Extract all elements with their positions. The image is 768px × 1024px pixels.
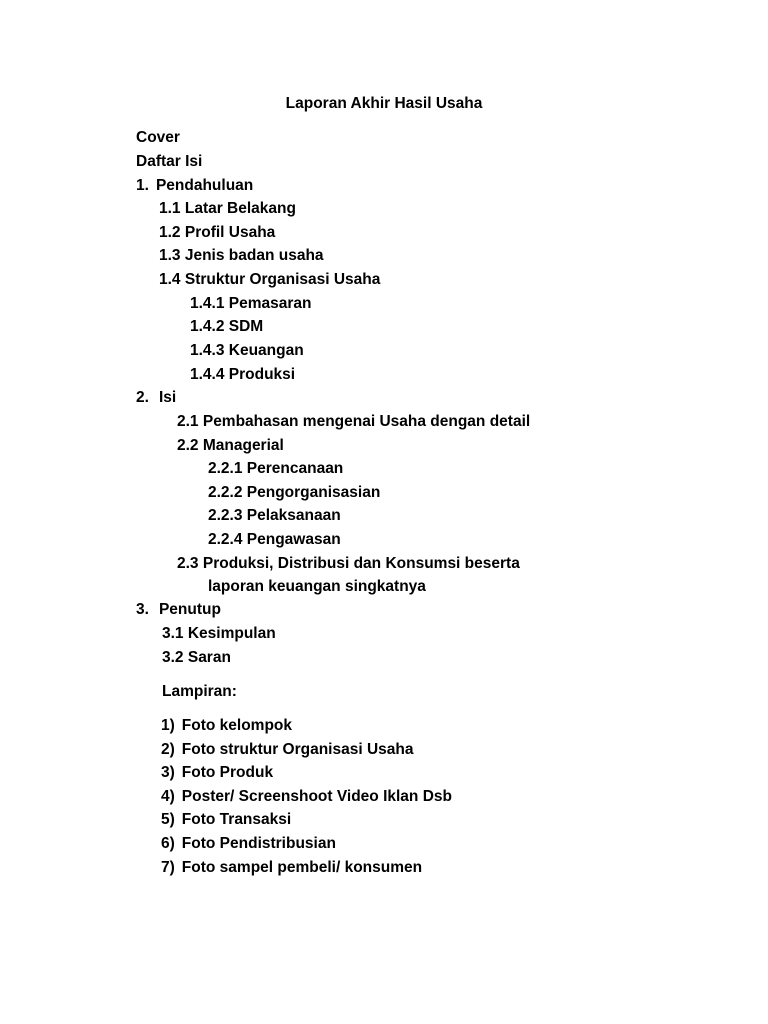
lampiran-item: [161, 810, 291, 830]
item-label: Foto Transaksi: [181, 811, 292, 828]
toc-item-3-2: 3.2 Saran: [162, 649, 231, 666]
item-number: 1): [161, 717, 175, 734]
toc-item-1-4-2: 1.4.2 SDM: [190, 318, 264, 335]
section-number: 1.: [136, 177, 149, 194]
item-number: 6): [161, 835, 175, 852]
item-number: 3): [161, 764, 175, 781]
item-label: Foto struktur Organisasi Usaha: [181, 741, 414, 758]
toc-cover: Cover: [136, 129, 180, 146]
item-number: 2): [161, 741, 175, 758]
section-label: Pendahuluan: [155, 177, 254, 194]
toc-item-2-2-4: 2.2.4 Pengawasan: [208, 531, 341, 548]
item-label: Foto sampel pembeli/ konsumen: [181, 859, 423, 876]
lampiran-heading: Lampiran:: [162, 683, 237, 700]
toc-item-1-1: 1.1 Latar Belakang: [159, 200, 296, 217]
document-title: Laporan Akhir Hasil Usaha: [285, 95, 483, 112]
toc-item-2-2-1: 2.2.1 Perencanaan: [208, 460, 344, 477]
toc-item-2-3: 2.3 Produksi, Distribusi dan Konsumsi beserta: [177, 555, 520, 572]
toc-section-1: [136, 176, 253, 196]
lampiran-item: [161, 834, 336, 854]
lampiran-item: [161, 763, 273, 783]
toc-item-1-4-1: 1.4.1 Pemasaran: [190, 295, 312, 312]
toc-item-2-2-2: 2.2.2 Pengorganisasian: [208, 484, 381, 501]
item-number: 7): [161, 859, 175, 876]
toc-section-3: [136, 600, 221, 620]
toc-item-3-1: 3.1 Kesimpulan: [162, 625, 276, 642]
section-number: 2.: [136, 389, 149, 406]
item-label: Poster/ Screenshoot Video Iklan Dsb: [181, 788, 452, 805]
item-label: Foto kelompok: [181, 717, 293, 734]
toc-item-2-2: 2.2 Managerial: [177, 437, 284, 454]
section-label: Isi: [158, 389, 177, 406]
section-label: Penutup: [158, 601, 221, 618]
toc-item-1-3: 1.3 Jenis badan usaha: [159, 247, 324, 264]
toc-item-2-2-3: 2.2.3 Pelaksanaan: [208, 507, 341, 524]
item-number: 4): [161, 788, 175, 805]
lampiran-item: [161, 787, 452, 807]
toc-item-2-1: 2.1 Pembahasan mengenai Usaha dengan detail: [177, 413, 531, 430]
item-number: 5): [161, 811, 175, 828]
item-label: Foto Pendistribusian: [181, 835, 336, 852]
lampiran-item: [161, 858, 422, 878]
item-label: Foto Produk: [181, 764, 274, 781]
toc-item-1-4-3: 1.4.3 Keuangan: [190, 342, 304, 359]
toc-item-1-4: 1.4 Struktur Organisasi Usaha: [159, 271, 381, 288]
toc-item-2-3-continued: laporan keuangan singkatnya: [208, 578, 426, 595]
toc-item-1-2: 1.2 Profil Usaha: [159, 224, 276, 241]
toc-daftar-isi: Daftar Isi: [136, 153, 203, 170]
lampiran-item: [161, 740, 414, 760]
lampiran-item: [161, 716, 292, 736]
section-number: 3.: [136, 601, 149, 618]
toc-section-2: [136, 388, 176, 408]
toc-item-1-4-4: 1.4.4 Produksi: [190, 366, 296, 383]
